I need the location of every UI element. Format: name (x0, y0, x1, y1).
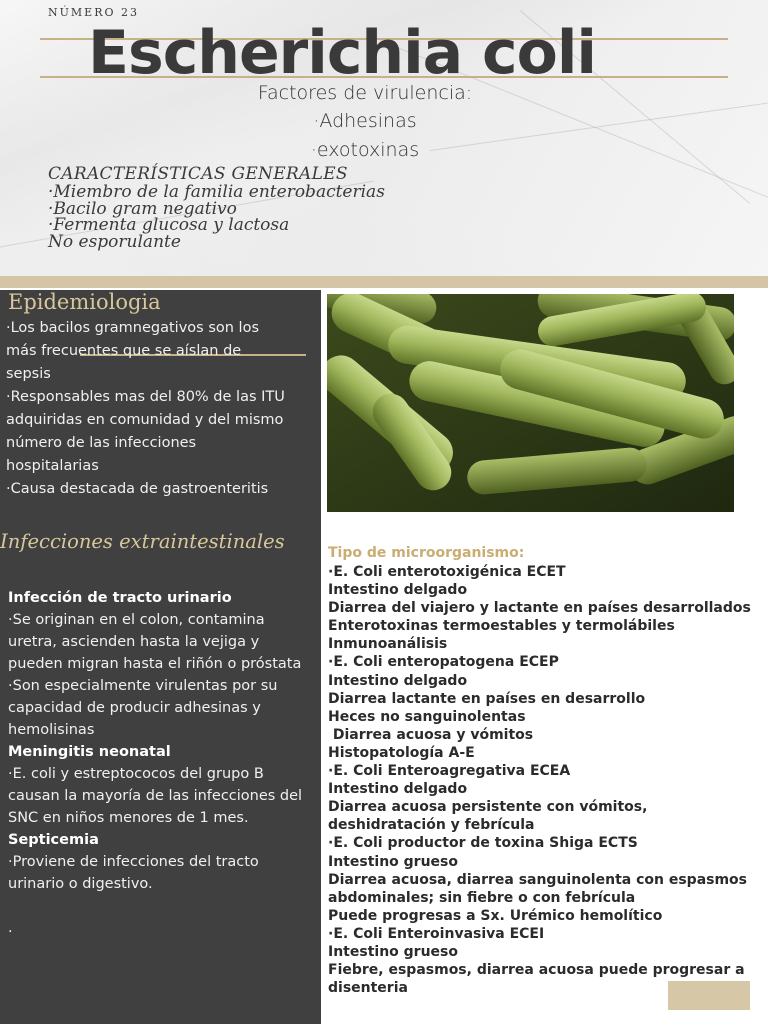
divider-band (0, 276, 768, 288)
epidemiology-line: adquiridas en comunidad y del mismo (6, 412, 284, 428)
microorganism-line: ·E. Coli Enteroinvasiva ECEI (328, 925, 545, 942)
infection-line: causan la mayoría de las infecciones del (8, 788, 303, 804)
microorganism-line: Intestino delgado (328, 781, 468, 798)
microorganism-line: disenteria (328, 980, 408, 997)
microorganism-line: Enterotoxinas termoestables y termolábiles (328, 618, 675, 635)
epidemiology-line: ·Causa destacada de gastroenteritis (6, 481, 269, 497)
characteristic-item: ·Miembro de la familia enterobacterias (48, 182, 385, 202)
infection-heading: Meningitis neonatal (8, 744, 171, 760)
virulence-item-adhesins: ·Adhesinas (313, 110, 417, 132)
epidemiology-line: más frecuentes que se aíslan de (6, 343, 242, 359)
infection-line: . (8, 920, 13, 936)
bacteria-micrograph (327, 294, 734, 512)
microorganism-line: ·E. Coli productor de toxina Shiga ECTS (328, 835, 638, 852)
characteristic-item: ·Fermenta glucosa y lactosa (48, 215, 290, 235)
microorganism-line: ·E. Coli enterotoxigénica ECET (328, 564, 566, 580)
infection-line: capacidad de producir adhesinas y (8, 700, 261, 716)
epidemiology-title: Epidemiologia (8, 290, 161, 314)
microorganism-line: Diarrea acuosa y vómitos (328, 726, 534, 743)
issue-number: NÚMERO 23 (48, 6, 139, 19)
epidemiology-text (6, 317, 316, 501)
microorganism-line: Diarrea lactante en países en desarrollo (328, 690, 646, 707)
infection-line: urinario o digestivo. (8, 876, 153, 892)
microorganism-line: Heces no sanguinolentas (328, 708, 526, 725)
microorganism-line: Diarrea acuosa, diarrea sanguinolenta con espasmos (328, 871, 748, 888)
infection-line: ·E. coli y estreptococos del grupo B (8, 766, 264, 782)
infection-line: hemolisinas (8, 722, 95, 738)
microorganism-line: Fiebre, espasmos, diarrea acuosa puede progresar a (328, 962, 745, 979)
infection-heading: Infección de tracto urinario (8, 590, 232, 606)
epidemiology-line: número de las infecciones (6, 435, 197, 451)
infection-line: ·Se originan en el colon, contamina (8, 612, 265, 628)
epidemiology-line: hospitalarias (6, 458, 99, 474)
microorganism-type-list (328, 563, 766, 997)
infection-line (8, 895, 318, 917)
infection-line: uretra, ascienden hasta la vejiga y (8, 634, 260, 650)
microorganism-line: Diarrea acuosa persistente con vómitos, (328, 799, 648, 816)
microorganism-line: Inmunoanálisis (328, 636, 448, 653)
epidemiology-line: ·Responsables mas del 80% de las ITU (6, 389, 285, 405)
marble-header (0, 0, 768, 276)
left-panel (0, 290, 321, 1024)
characteristics-title: CARACTERÍSTICAS GENERALES (48, 164, 348, 184)
microorganism-line: Intestino grueso (328, 943, 458, 960)
microorganism-line: deshidratación y febrícula (328, 817, 535, 834)
microorganism-line: ·E. Coli Enteroagregativa ECEA (328, 763, 571, 780)
microorganism-line: ·E. Coli enteropatogena ECEP (328, 654, 559, 671)
virulence-item-exotoxins: ·exotoxinas (310, 139, 420, 161)
infection-line: SNC en niños menores de 1 mes. (8, 810, 249, 826)
characteristics-block (48, 165, 385, 250)
decorative-tan-block (668, 981, 750, 1010)
extraintestinal-text (8, 587, 318, 939)
infection-line: ·Proviene de infecciones del tracto (8, 854, 259, 870)
virulence-title: Factores de virulencia: (257, 82, 473, 104)
infection-line: pueden migran hasta el riñón o próstata (8, 656, 302, 672)
page-title: Escherichia coli (88, 18, 596, 88)
microorganism-line: Histopatología A-E (328, 744, 475, 761)
microorganism-line: Intestino delgado (328, 582, 468, 599)
extraintestinal-title: Infecciones extraintestinales (0, 530, 285, 553)
microorganism-line: abdominales; sin fiebre o con febrícula (328, 889, 636, 906)
microorganism-line: Intestino grueso (328, 853, 458, 870)
infection-line: ·Son especialmente virulentas por su (8, 678, 278, 694)
microorganism-line: Intestino delgado (328, 672, 468, 689)
infection-heading: Septicemia (8, 832, 99, 848)
microorganism-type-title: Tipo de microorganismo: (328, 545, 525, 561)
microorganism-line: Diarrea del viajero y lactante en países desarrollados (328, 600, 751, 617)
characteristic-item: No esporulante (48, 231, 181, 252)
epidemiology-line: ·Los bacilos gramnegativos son los (6, 320, 260, 336)
microorganism-line: Puede progresas a Sx. Urémico hemolítico (328, 907, 663, 924)
characteristic-item: ·Bacilo gram negativo (48, 198, 237, 219)
epidemiology-line: sepsis (6, 366, 51, 382)
